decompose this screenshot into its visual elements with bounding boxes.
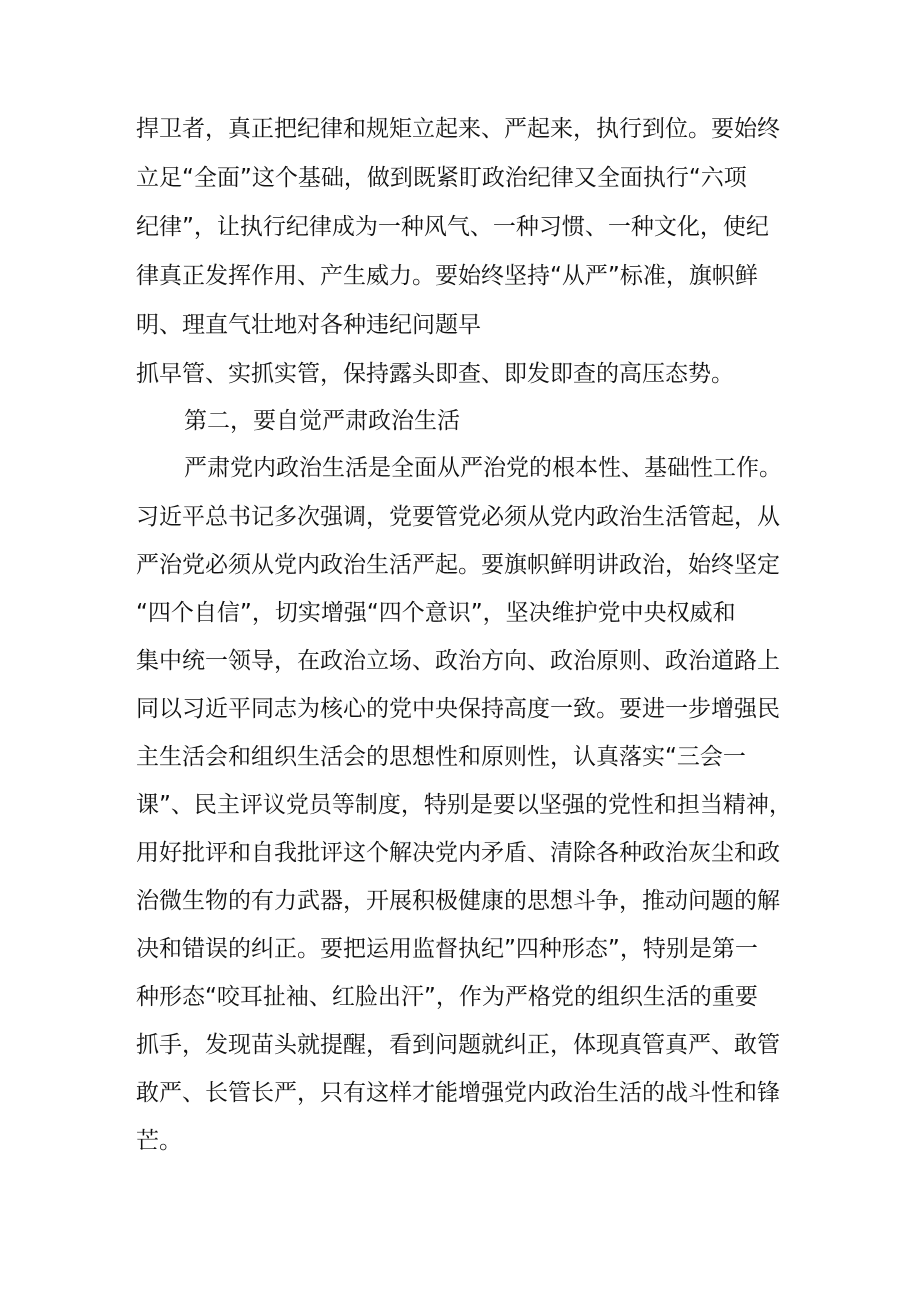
text-line: 治微生物的有力武器，开展积极健康的思想斗争，推动问题的解 (136, 888, 780, 914)
text-line: 律真正发挥作用、产生威力。要始终坚持“从严”标准，旗帜鲜 (136, 263, 758, 289)
text-line: “四个自信”，切实增强“四个意识”，坚决维护党中央权威和 (136, 600, 736, 626)
text-line: 同以习近平同志为核心的党中央保持高度一致。要进一步增强民 (136, 696, 780, 722)
section-heading: 第二，要自觉严肃政治生活 (184, 408, 460, 434)
text-line: 习近平总书记多次强调，党要管党必须从党内政治生活管起，从 (136, 504, 780, 530)
text-line: 决和错误的纠正。要把运用监督执纪”四种形态”，特别是第一 (136, 936, 758, 962)
text-line: 用好批评和自我批评这个解决党内矛盾、清除各种政治灰尘和政 (136, 840, 780, 866)
text-line: 敢严、长管长严，只有这样才能增强党内政治生活的战斗性和锋 (136, 1080, 780, 1106)
text-line: 课”、民主评议党员等制度，特别是要以坚强的党性和担当精神， (136, 792, 792, 818)
text-line: 抓早管、实抓实管，保持露头即查、即发即查的高压态势。 (136, 361, 734, 387)
text-line: 立足“全面”这个基础，做到既紧盯政治纪律又全面执行“六项 (136, 165, 747, 191)
text-line: 明、理直气壮地对各种违纪问题早 (136, 312, 481, 338)
paragraph-first-line: 严肃党内政治生活是全面从严治党的根本性、基础性工作。 (184, 455, 782, 481)
text-line: 主生活会和组织生活会的思想性和原则性，认真落实“三会一 (136, 744, 746, 770)
text-line: 捍卫者，真正把纪律和规矩立起来、严起来，执行到位。要始终 (136, 116, 780, 142)
text-line: 集中统一领导，在政治立场、政治方向、政治原则、政治道路上 (136, 648, 780, 674)
text-line: 种形态“咬耳扯袖、红脸出汗”，作为严格党的组织生活的重要 (136, 984, 758, 1010)
text-line: 芒。 (136, 1128, 182, 1154)
text-line: 严治党必须从党内政治生活严起。要旗帜鲜明讲政治，始终坚定 (136, 552, 780, 578)
text-line: 纪律”，让执行纪律成为一种风气、一种习惯、一种文化，使纪 (136, 214, 769, 240)
text-line: 抓手，发现苗头就提醒，看到问题就纠正，体现真管真严、敢管 (136, 1032, 780, 1058)
